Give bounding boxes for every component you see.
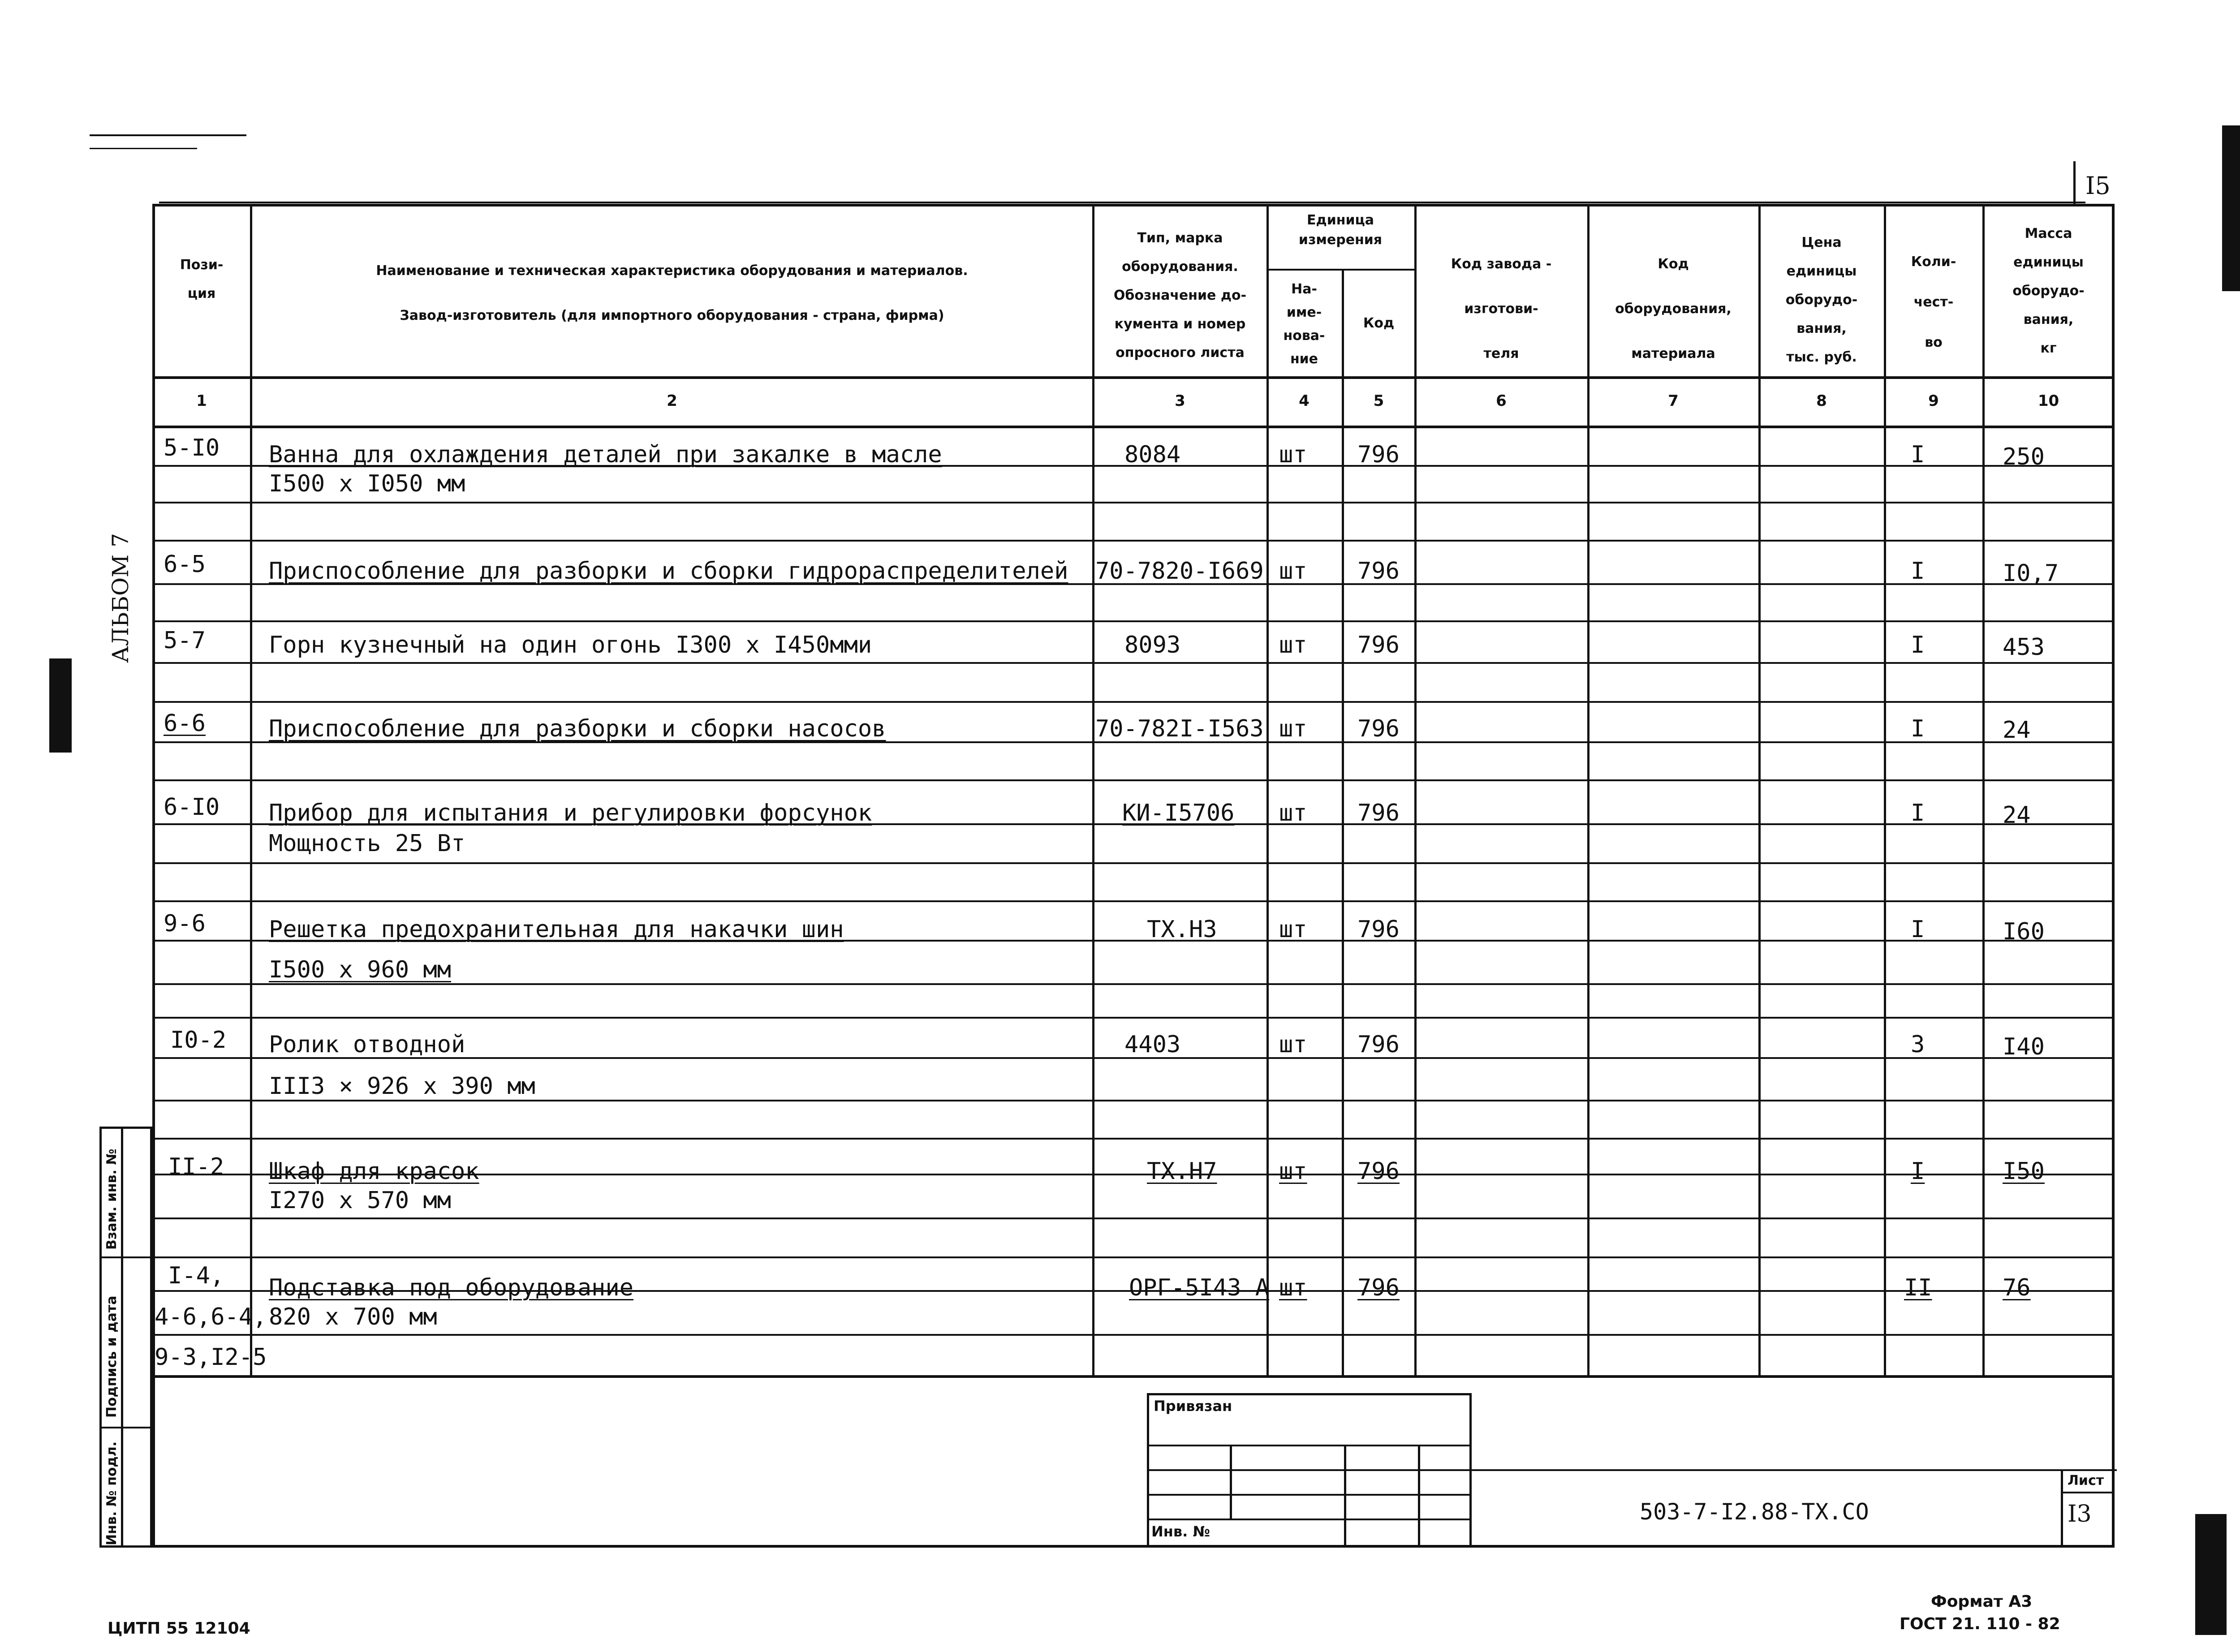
inv-label: Инв. № (1151, 1523, 1210, 1540)
row8-mass: I50 (2003, 1158, 2045, 1185)
row7-code: 796 (1357, 1031, 1400, 1058)
row8-pos: II-2 (168, 1153, 224, 1180)
header-unit-name: На- име- нова- ние (1283, 281, 1325, 367)
row5-mass: 24 (2003, 802, 2031, 829)
row-line (152, 1138, 2115, 1140)
row5-qty: I (1911, 800, 1925, 826)
row1-pos: 5-I0 (164, 435, 220, 461)
scan-mark-right-top (2222, 125, 2240, 291)
row2-mass: I0,7 (2003, 560, 2059, 587)
colnum-6: 6 (1496, 392, 1507, 410)
row3-unit: шт (1279, 632, 1307, 658)
header-factory-code: Код завода - изготови- теля (1451, 256, 1552, 361)
colnum-4: 4 (1299, 392, 1310, 410)
bound-vline (1230, 1445, 1232, 1519)
colnum-1: 1 (196, 392, 207, 410)
header-mass: Масса единицы оборудо- вания, кг (2012, 226, 2085, 356)
row8-type: ТХ.Н7 (1147, 1158, 1217, 1185)
row3-type: 8093 (1124, 632, 1181, 658)
row-line (152, 620, 2115, 622)
colnum-7: 7 (1668, 392, 1679, 410)
side-stamp-line (99, 1256, 152, 1258)
colnum-5: 5 (1373, 392, 1384, 410)
row5-unit: шт (1279, 800, 1307, 826)
row2-name: Приспособление для разборки и сборки гидрораспределителей (269, 558, 1068, 585)
row8-name2: I270 x 570 мм (269, 1187, 451, 1214)
row2-code: 796 (1357, 558, 1400, 585)
side-label-podpis: Подпись и дата (104, 1295, 120, 1418)
row8-code: 796 (1357, 1158, 1400, 1185)
side-stamp-vline (121, 1127, 123, 1548)
row4-type: 70-782I-I563 (1095, 715, 1264, 742)
row2-type: 70-7820-I669 (1095, 558, 1264, 585)
header-qty: Коли- чест- во (1911, 254, 1956, 350)
bound-line (1147, 1494, 1472, 1496)
row3-name: Горн кузнечный на один огонь I300 x I450мми (269, 632, 872, 658)
scan-mark-right-bottom (2195, 1514, 2227, 1635)
row3-qty: I (1911, 632, 1925, 658)
colnum-bottom-line (152, 426, 2115, 428)
row7-pos: I0-2 (170, 1027, 227, 1054)
header-bottom-line (152, 376, 2115, 379)
page-number: I5 (2085, 172, 2111, 200)
row6-code: 796 (1357, 916, 1400, 943)
row3-mass: 453 (2003, 634, 2045, 661)
row6-name: Решетка предохранительная для накачки шин (269, 916, 844, 943)
col-line-2 (1092, 204, 1094, 1377)
colnum-3: 3 (1175, 392, 1185, 410)
scan-mark-left (49, 658, 72, 753)
top-margin-line-2 (90, 148, 197, 149)
row1-type: 8084 (1124, 441, 1181, 468)
row1-mass: 250 (2003, 443, 2045, 470)
row1-unit: шт (1279, 441, 1307, 468)
row-line (152, 662, 2115, 664)
colnum-9: 9 (1928, 392, 1939, 410)
side-label-vzam: Взам. инв. № (104, 1149, 120, 1250)
row6-name2: I500 x 960 мм (269, 956, 451, 983)
colnum-2: 2 (667, 392, 677, 410)
row9-mass: 76 (2003, 1274, 2031, 1301)
row9-pos: I-4, (168, 1262, 224, 1289)
row-line (152, 540, 2115, 542)
row4-mass: 24 (2003, 717, 2031, 744)
row7-name2: III3 × 926 x 390 мм (269, 1073, 535, 1100)
row-line (152, 502, 2115, 503)
row9-code: 796 (1357, 1274, 1400, 1301)
row4-name: Приспособление для разборки и сборки насосов (269, 715, 886, 742)
col-line-8 (1884, 204, 1886, 1377)
header-price: Цена единицы оборудо- вания, тыс. руб. (1785, 235, 1858, 365)
col-line-6 (1587, 204, 1590, 1377)
row-line (152, 1217, 2115, 1219)
row6-pos: 9-6 (164, 910, 206, 937)
row4-code: 796 (1357, 715, 1400, 742)
row2-pos: 6-5 (164, 551, 206, 578)
row7-type: 4403 (1124, 1031, 1181, 1058)
header-unit-group: Единица измерения (1298, 212, 1383, 248)
row9-qty: II (1904, 1274, 1932, 1301)
title-block-top (1472, 1469, 2117, 1471)
row-line (152, 983, 2115, 985)
row-line (152, 701, 2115, 703)
row4-pos: 6-6 (164, 710, 206, 737)
footer-gost: ГОСТ 21. 110 - 82 (1900, 1615, 2060, 1633)
row7-unit: шт (1279, 1031, 1307, 1058)
row6-mass: I60 (2003, 918, 2045, 945)
row2-qty: I (1911, 558, 1925, 585)
row8-unit: шт (1279, 1158, 1307, 1185)
bound-label: Привязан (1154, 1398, 1232, 1415)
col-line-7 (1758, 204, 1761, 1377)
row5-code: 796 (1357, 800, 1400, 826)
row-line (152, 1334, 2115, 1336)
row-line (152, 862, 2115, 864)
row9-unit: шт (1279, 1274, 1307, 1301)
header-pos: Пози- ция (180, 257, 224, 301)
footer-format: Формат А3 (1931, 1592, 2033, 1611)
row4-unit: шт (1279, 715, 1307, 742)
row-line (152, 1256, 2115, 1258)
sheet-label-line (2061, 1492, 2115, 1493)
side-label-inv-podl: Инв. № подл. (104, 1441, 120, 1545)
sheet-number: I3 (2068, 1501, 2092, 1527)
row3-code: 796 (1357, 632, 1400, 658)
row7-qty: 3 (1911, 1031, 1925, 1058)
row9-pos2: 4-6,6-4, (155, 1304, 267, 1330)
row5-name: Прибор для испытания и регулировки форсунок (269, 800, 872, 826)
sheet-divider (2061, 1469, 2063, 1548)
row9-name2: 820 x 700 мм (269, 1304, 437, 1330)
page-num-divider (2073, 161, 2076, 204)
row7-name: Ролик отводной (269, 1031, 465, 1058)
row4-qty: I (1911, 715, 1925, 742)
row-line (152, 1375, 2115, 1378)
row5-type: КИ-I5706 (1122, 800, 1235, 826)
album-mark: АЛЬБОМ 7 (108, 533, 134, 663)
side-stamp-line (99, 1427, 152, 1428)
top-margin-line (90, 134, 246, 136)
col-line-3 (1266, 204, 1269, 1377)
row-line (152, 1017, 2115, 1019)
header-unit-code: Код (1363, 315, 1395, 331)
row9-type: ОРГ-5I43 А (1129, 1274, 1270, 1301)
header-equipment-code: Код оборудования, материала (1615, 256, 1732, 361)
row2-unit: шт (1279, 558, 1307, 585)
bound-line (1147, 1519, 1472, 1520)
row6-qty: I (1911, 916, 1925, 943)
footer-left: ЦИТП 55 12104 (108, 1619, 250, 1638)
colnum-10: 10 (2038, 392, 2059, 410)
row1-qty: I (1911, 441, 1925, 468)
row-line (152, 779, 2115, 781)
row5-name2: Мощность 25 Вт (269, 830, 465, 857)
row1-name: Ванна для охлаждения деталей при закалке в масле (269, 441, 942, 468)
row-line (152, 900, 2115, 902)
bound-vline (1418, 1445, 1420, 1548)
row3-pos: 5-7 (164, 627, 206, 654)
top-rule (159, 202, 2085, 203)
row9-name: Подставка под оборудование (269, 1274, 633, 1301)
colnum-8: 8 (1816, 392, 1827, 410)
col-line-1 (250, 204, 252, 1377)
row6-unit: шт (1279, 916, 1307, 943)
col-line-9 (1982, 204, 1985, 1377)
row1-code: 796 (1357, 441, 1400, 468)
row1-name2: I500 x I050 мм (269, 470, 465, 497)
row7-mass: I40 (2003, 1033, 2045, 1060)
row-line (152, 1100, 2115, 1101)
row5-pos: 6-I0 (164, 794, 220, 821)
header-type: Тип, марка оборудования. Обозначение до- кумента и номер опросного листа (1113, 230, 1247, 361)
bound-line (1147, 1469, 1472, 1471)
header-name: Наименование и техническая характеристика оборудования и материалов. Завод-изготовитель (для импортного оборудования - страна, фирма) (376, 263, 968, 323)
row8-qty: I (1911, 1158, 1925, 1185)
bound-vline (1344, 1445, 1346, 1548)
doc-code: 503-7-I2.88-ТХ.СО (1640, 1499, 1869, 1525)
unit-group-line (1266, 269, 1414, 271)
sheet-label: Лист (2068, 1473, 2104, 1489)
col-line-5 (1414, 204, 1417, 1377)
bound-line (1147, 1445, 1472, 1446)
row6-type: ТХ.Н3 (1147, 916, 1217, 943)
row9-pos3: 9-3,I2-5 (155, 1344, 267, 1371)
row8-name: Шкаф для красок (269, 1158, 479, 1185)
